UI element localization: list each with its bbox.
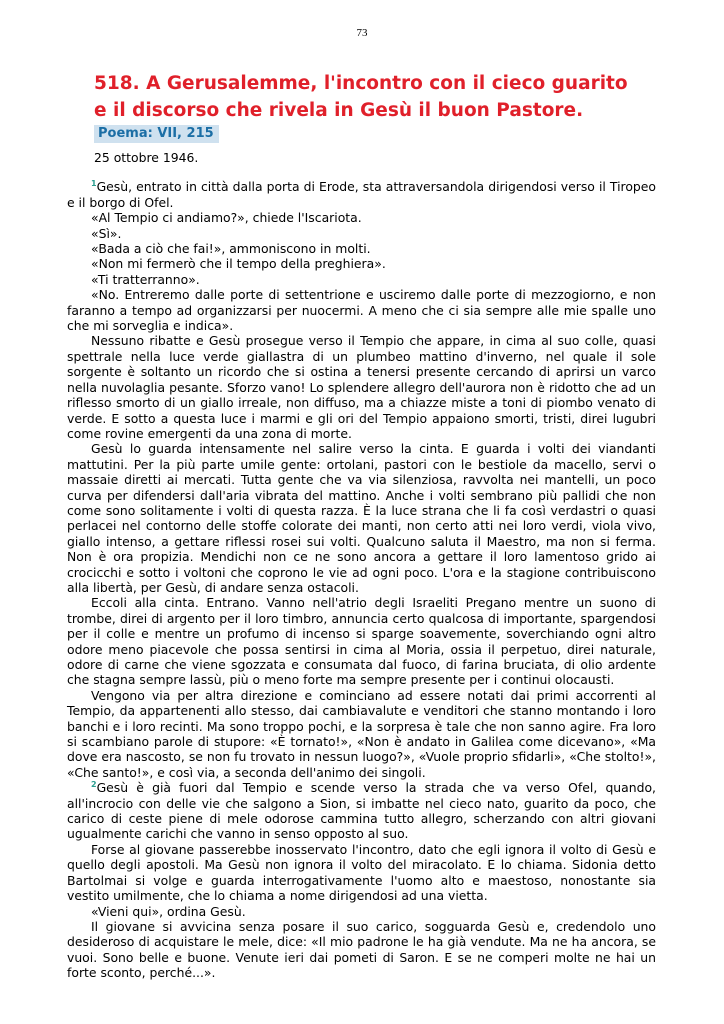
paragraph: Vengono via per altra direzione e cominciano ad essere notati dai primi accorrenti al Tempio, da appartenenti allo stesso, dai cambiavalute e venditori che stanno montando i loro banchi e i loro recinti. Ma sono troppo pochi, e la sorpresa è tale che non sanno agire. Fra loro si scambiano parole di stupore: «È tornato!», «Non è andato in Galilea come dicevano», «Ma dove era nascosto, se non fu trovato in nessun luogo?», «Vuole proprio sfidarli», «Che stolto!», «Che santo!», e così via, a seconda dell'animo dei singoli. bbox=[67, 687, 656, 780]
paragraph: «No. Entreremo dalle porte di settentrione e usciremo dalle porte di mezzogiorno, e non faranno a tempo ad organizzarsi per nuocermi. A meno che ci sia sempre alle mie spalle uno che mi sorveglia e indica». bbox=[67, 287, 656, 334]
verse-number: 1 bbox=[91, 179, 97, 189]
paragraph: Nessuno ribatte e Gesù prosegue verso il Tempio che appare, in cima al suo colle, quasi spettrale nella luce verde giallastra di un plumbeo mattino d'inverno, nel quale il sole sorgente è soltanto un ricordo che si ostina a tenersi presente cercando di aprirsi un varco nella nuvolaglia pesante. Sforzo vano! Lo splendere allegro dell'aurora non è ridotto che ad un riflesso smorto di un giallo irreale, non diffuso, ma a chiazze miste a toni di piombo venato di verde. E sotto a questa luce i marmi e gli ori del Tempio appaiono smorti, tristi, direi lugubri come rovine emergenti da una zona di morte. bbox=[67, 333, 656, 441]
chapter-title-line-1: 518. A Gerusalemme, l'incontro con il cieco guarito bbox=[94, 73, 628, 94]
paragraph: «Vieni qui», ordina Gesù. bbox=[91, 903, 246, 919]
paragraph bbox=[67, 780, 656, 842]
verse-number: 2 bbox=[91, 780, 97, 790]
paragraph: «Non mi fermerò che il tempo della preghiera». bbox=[91, 256, 386, 272]
paragraph: «Bada a ciò che fai!», ammoniscono in molti. bbox=[91, 241, 371, 257]
paragraph-text: Gesù, entrato in città dalla porta di Erode, sta attraversandola dirigendosi verso il Tiropeo e il borgo di Ofel. bbox=[67, 179, 656, 210]
chapter-body bbox=[67, 150, 656, 981]
paragraph: «Sì». bbox=[91, 225, 122, 241]
chapter-header bbox=[94, 70, 628, 143]
paragraph: «Ti tratterranno». bbox=[91, 271, 200, 287]
poema-reference-badge: Poema: VII, 215 bbox=[94, 125, 219, 143]
paragraph-text: Gesù è già fuori dal Tempio e scende verso la strada che va verso Ofel, quando, all'incrocio con delle vie che salgono a Sion, si imbatte nel cieco nato, guarito da poco, che carico di ceste piene di mele odorose cammina tutto allegro, scherzando con altri giovani ugualmente carichi che vanno in senso opposto al suo. bbox=[67, 780, 656, 842]
chapter-date: 25 ottobre 1946. bbox=[94, 150, 199, 165]
chapter-title-line-2: e il discorso che rivela in Gesù il buon Pastore. bbox=[94, 100, 584, 121]
paragraph: Il giovane si avvicina senza posare il suo carico, sogguarda Gesù e, credendolo uno desideroso di acquistare le mele, dice: «Il mio padrone le ha già vendute. Ma ne ha ancora, se vuoi. Sono belle e buone. Venute ieri dai pometi di Saron. E se ne comperi molte ne hai un forte sconto, perché...». bbox=[67, 918, 656, 981]
paragraph: Eccoli alla cinta. Entrano. Vanno nell'atrio degli Israeliti Pregano mentre un suono di trombe, direi di argento per il loro timbro, annuncia certo qualcosa di importante, spargendosi per il colle e mentre un profumo di incenso si sparge soavemente, soverchiando ogni altro odore meno piacevole che possa sentirsi in cima al Moria, ossia il perpetuo, direi naturale, odore di carne che viene sgozzata e consumata dal fuoco, di farina bruciata, di olio ardente che stagna sempre lassù, più o meno forte ma sempre presente per i continui olocausti. bbox=[67, 595, 656, 688]
paragraph bbox=[67, 179, 656, 210]
paragraph: Gesù lo guarda intensamente nel salire verso la cinta. E guarda i volti dei viandanti mattutini. Per la più parte umile gente: ortolani, pastori con le bestiole da macello, servi o massaie diretti ai mercati. Tutta gente che va via silenziosa, ravvolta nei mantelli, un poco curva per difendersi dall'aria vibrata del mattino. Anche i volti sembrano più pallidi che non come sono solitamente i volti di questa razza. È la luce strana che li fa così verdastri o quasi perlacei nel contorno delle stoffe colorate dei manti, non certo atti nei loro verdi, viola vivo, giallo intenso, a gettare riflessi rosei sui volti. Qualcuno saluta il Maestro, ma non si ferma. Non è ora propizia. Mendichi non ce ne sono ancora a gettare il loro lamentoso grido ai crocicchi e sotto i voltoni che coprono le vie ad ogni poco. L'ora e la stagione contribuiscono alla libertà, per Gesù, di andare senza ostacoli. bbox=[67, 441, 656, 595]
page-number: 73 bbox=[356, 27, 368, 39]
paragraph: Forse al giovane passerebbe inosservato l'incontro, dato che egli ignora il volto di Gesù e quello degli apostoli. Ma Gesù non ignora il volto del miracolato. E lo chiama. Sidonia detto Bartolmai si volge e guarda interrogativamente l'uomo alto e maestoso, nonostante sia vestito umilmente, che lo chiama a nome dirigendosi ad una vietta. bbox=[67, 841, 656, 904]
paragraph: «Al Tempio ci andiamo?», chiede l'Iscariota. bbox=[91, 210, 362, 226]
